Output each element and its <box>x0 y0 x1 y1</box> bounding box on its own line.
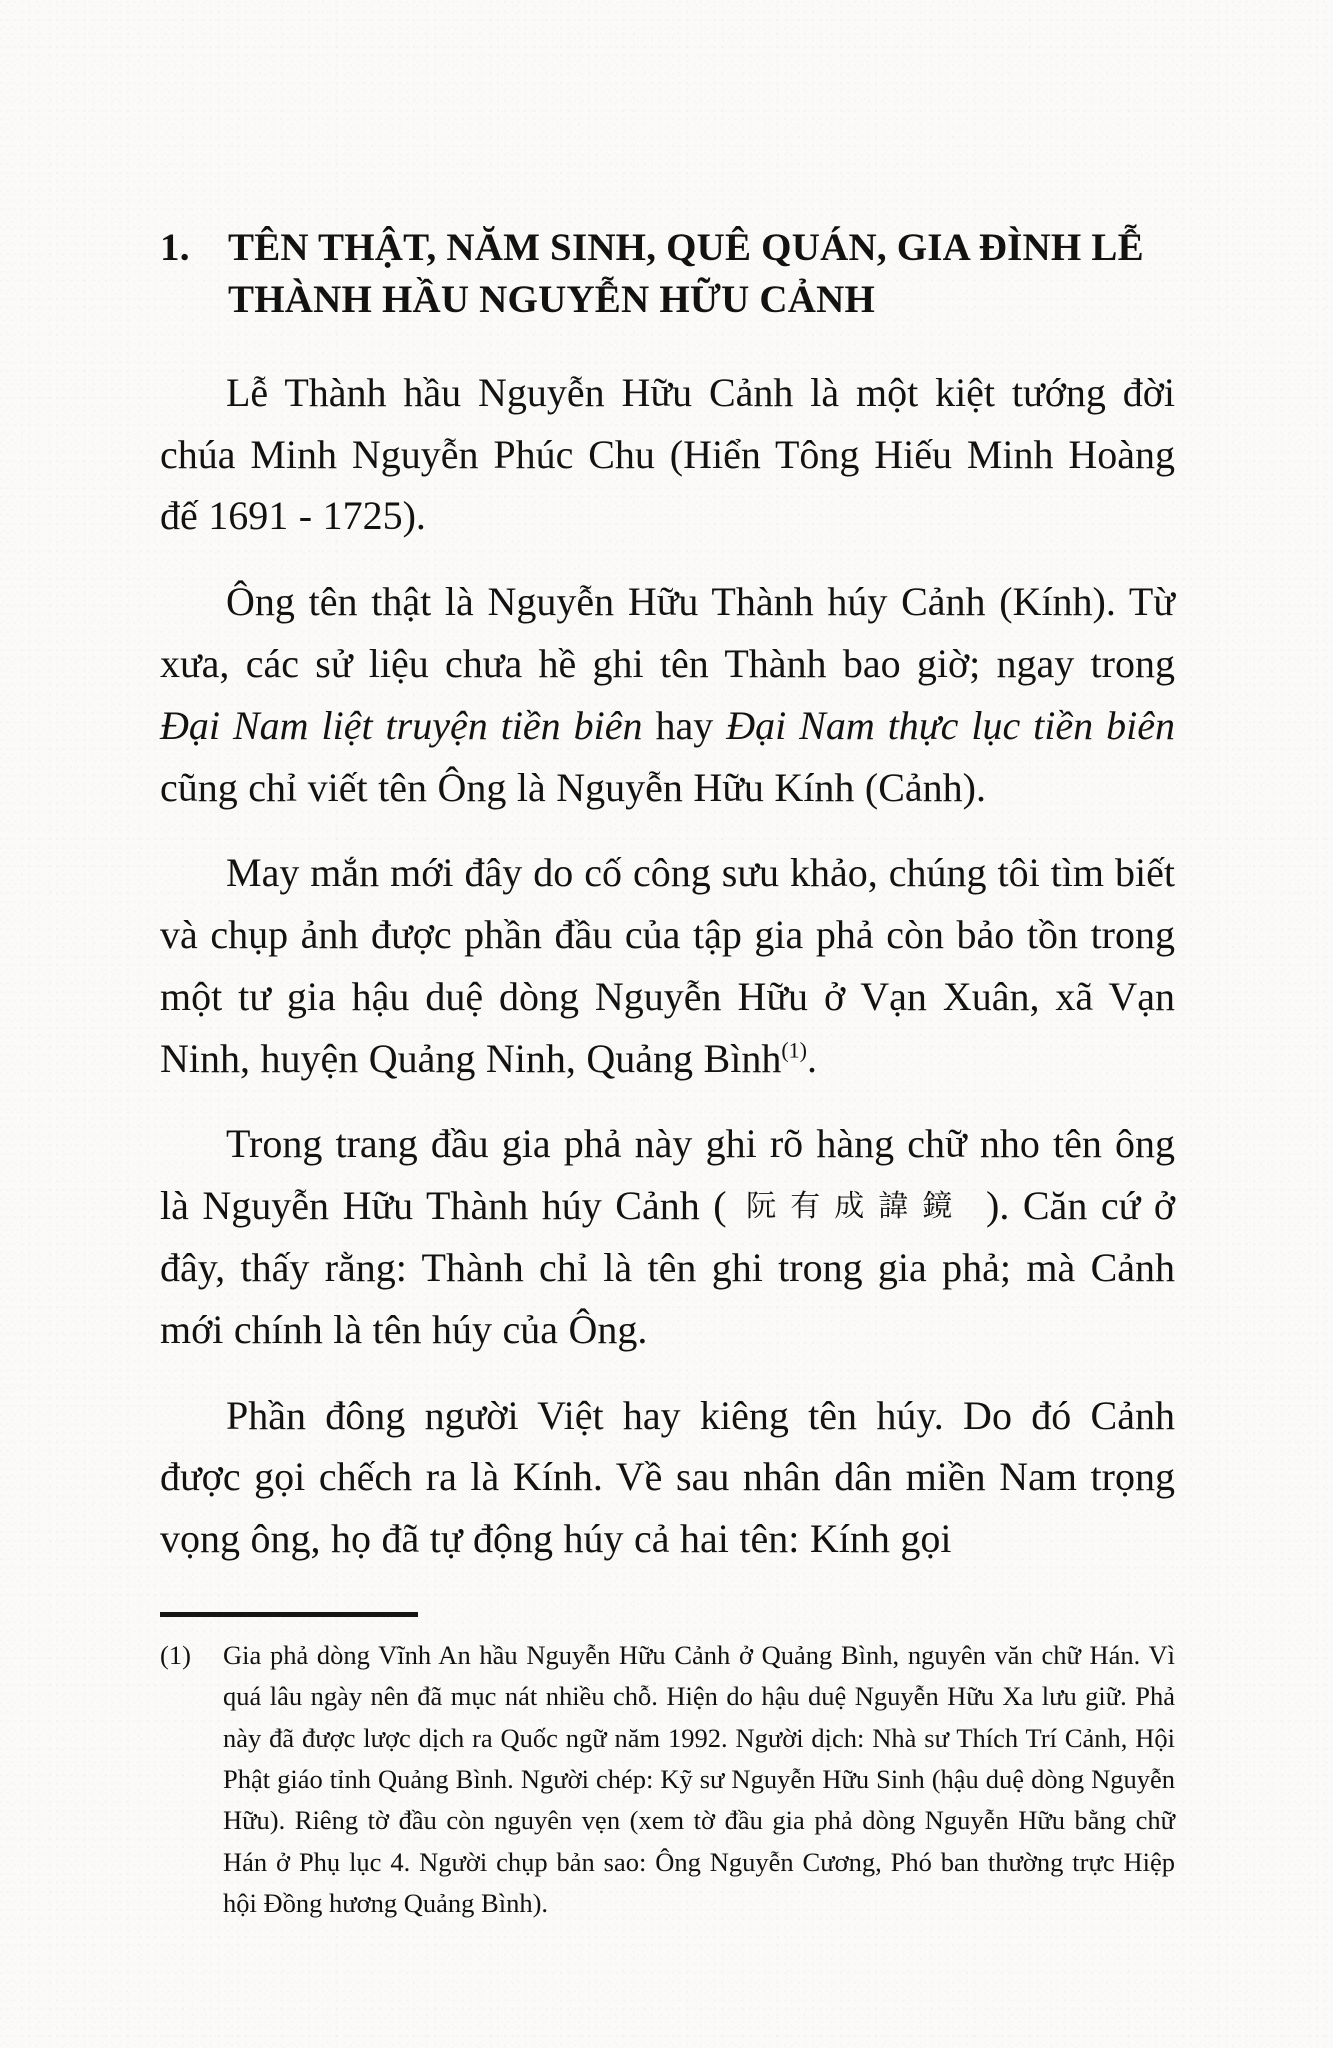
footnote-section <box>160 1612 1175 1924</box>
page-body <box>160 222 1175 1594</box>
book-title-dai-nam-liet-truyen: Đại Nam liệt truyện tiền biên <box>160 702 643 748</box>
paragraph-2-text-c: cũng chỉ viết tên Ông là Nguyễn Hữu Kính (Cảnh). <box>160 764 987 810</box>
paragraph-3-text-b: . <box>806 1035 817 1081</box>
page-title <box>160 222 1175 326</box>
paragraph-2 <box>160 571 1175 818</box>
paragraph-3 <box>160 842 1175 1089</box>
footnote-reference-1[interactable]: (1) <box>781 1037 807 1063</box>
paragraph-2-text-b: hay <box>642 702 727 748</box>
paragraph-4 <box>160 1113 1175 1360</box>
footnote-1-marker: (1) <box>160 1640 191 1670</box>
paragraph-4-text-b: ). Căn cứ ở đây, thấy rằng: Thành chỉ là tên ghi trong gia phả; mà Cảnh mới chính là tên húy của Ông. <box>160 1183 1176 1352</box>
book-title-dai-nam-thuc-luc: Đại Nam thực lục tiền biên <box>726 702 1175 748</box>
paragraph-3-text-a: May mắn mới đây do cố công sưu khảo, chúng tôi tìm biết và chụp ảnh được phần đầu của tập gia phả còn bảo tồn trong một tư gia hậu duệ dòng Nguyễn Hữu ở Vạn Xuân, xã Vạn Ninh, huyện Quảng Ninh, Quảng Bình <box>160 850 1175 1081</box>
paragraph-1 <box>160 362 1175 547</box>
section-title-line-2: THÀNH HẦU NGUYỄN HỮU CẢNH <box>228 277 876 321</box>
section-title-line-1: TÊN THẬT, NĂM SINH, QUÊ QUÁN, GIA ĐÌNH LỄ <box>228 226 1144 269</box>
paragraph-1-text: Lễ Thành hầu Nguyễn Hữu Cảnh là một kiệt tướng đời chúa Minh Nguyễn Phúc Chu (Hiển Tông Hiếu Minh Hoàng đế 1691 - 1725). <box>160 369 1175 539</box>
paragraph-5 <box>160 1385 1175 1570</box>
section-number: 1. <box>160 226 190 269</box>
footnote-1 <box>160 1635 1175 1924</box>
han-characters-nguyen-huu-thanh-huy-canh: 阮有成諱鏡 <box>746 1189 967 1225</box>
paragraph-5-text: Phần đông người Việt hay kiêng tên húy. Do đó Cảnh được gọi chếch ra là Kính. Về sau nhân dân miền Nam trọng vọng ông, họ đã tự động húy cả hai tên: Kính gọi <box>160 1392 1175 1562</box>
paragraph-2-text-a: Ông tên thật là Nguyễn Hữu Thành húy Cảnh (Kính). Từ xưa, các sử liệu chưa hề ghi tên Thành bao giờ; ngay trong <box>160 579 1175 686</box>
paragraph-4-text-a: Trong trang đầu gia phả này ghi rõ hàng chữ nho tên ông là Nguyễn Hữu Thành húy Cảnh ( <box>160 1121 1175 1229</box>
footnote-divider <box>160 1612 418 1617</box>
footnote-1-text: Gia phả dòng Vĩnh An hầu Nguyễn Hữu Cảnh ở Quảng Bình, nguyên văn chữ Hán. Vì quá lâu ngày nên đã mục nát nhiều chỗ. Hiện do hậu duệ Nguyễn Hữu Xa lưu giữ. Phả này đã được lược dịch ra Quốc ngữ năm 1992. Người dịch: Nhà sư Thích Trí Cảnh, Hội Phật giáo tỉnh Quảng Bình. Người chép: Kỹ sư Nguyễn Hữu Sinh (hậu duệ dòng Nguyễn Hữu). Riêng tờ đầu còn nguyên vẹn (xem tờ đầu gia phả dòng Nguyễn Hữu bằng chữ Hán ở Phụ lục 4. Người chụp bản sao: Ông Nguyễn Cương, Phó ban thường trực Hiệp hội Đồng hương Quảng Bình). <box>223 1640 1175 1918</box>
